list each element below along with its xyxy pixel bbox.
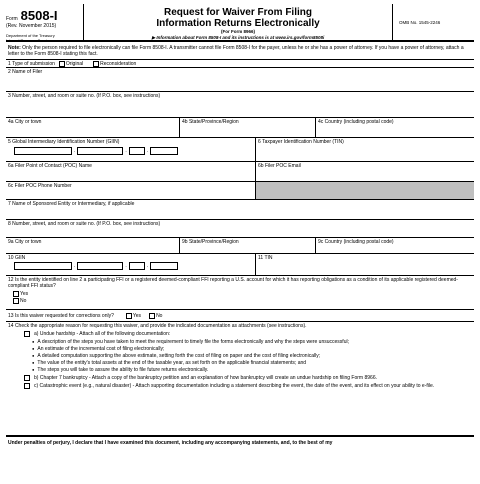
bullet-icon: ●: [32, 346, 35, 351]
hardship-bullet: ● The steps you will take to assure the ability to file future returns electronically.: [32, 367, 209, 373]
line2-label: 2 Name of Filer: [8, 69, 43, 75]
country9-field[interactable]: 9c Country (including postal code): [318, 239, 394, 245]
hardship-bullets: [8, 339, 472, 373]
form-header: [6, 4, 474, 42]
line13-yes-checkbox[interactable]: [126, 313, 132, 319]
line14-section: [6, 322, 474, 436]
line13-text: 13 Is this waiver requested for corrections only?: [8, 312, 114, 319]
bullet-icon: ●: [32, 353, 35, 358]
irs-name: Internal Revenue Service: [6, 38, 51, 43]
giin10-boxes[interactable]: . . .: [8, 262, 253, 270]
line5-row: [6, 138, 474, 162]
tin11-field[interactable]: 11 TIN: [258, 255, 273, 261]
form-word: Form: [6, 16, 18, 22]
line8-label: 8 Number, street, and room or suite no. (If P.O. box, see instructions): [8, 221, 161, 227]
line7-row[interactable]: [6, 200, 474, 220]
bullet-icon: ●: [32, 367, 35, 372]
line13-row: [6, 310, 474, 322]
poc-email-field[interactable]: 6b Filer POC Email: [258, 163, 301, 169]
bankruptcy-label: b) Chapter 7 bankruptcy - Attach a copy of the bankruptcy petition and an explanation of how bankruptcy will create an undue hardship on filing Form 8966.: [34, 375, 377, 381]
info-line: ▶ Information about Form 8508-I and its instructions is at www.irs.gov/form8508i: [151, 35, 325, 40]
line6c-row: [6, 182, 474, 200]
revision: (Rev. November 2015): [6, 23, 57, 29]
for-form: (For Form 8966): [220, 29, 255, 34]
line10-row: [6, 254, 474, 276]
original-checkbox[interactable]: [59, 61, 65, 67]
omb-number: OMB No. 1545-2246: [399, 19, 441, 25]
line3-row[interactable]: [6, 92, 474, 118]
form-number: 8508-I: [20, 8, 58, 23]
state-field[interactable]: 4b State/Province/Region: [180, 118, 316, 137]
city-field[interactable]: 4a City or town: [6, 118, 180, 137]
line7-label: 7 Name of Sponsored Entity or Intermediary, if applicable: [8, 201, 135, 207]
line12-row: [6, 276, 474, 310]
header-right: [392, 4, 474, 40]
line2-row[interactable]: [6, 68, 474, 92]
hardship-bullet: ● A detailed computation supporting the above estimate, setting forth the cost of filing on paper and the cost of filing electronically;: [32, 353, 321, 359]
hardship-bullet: ● The value of the entity's total assets at the end of the taxable year, as set forth on the applicable financial statements; and: [32, 360, 307, 366]
bankruptcy-checkbox[interactable]: [24, 375, 30, 381]
reconsideration-label: Reconsideration: [100, 60, 137, 67]
line13-yes-label: Yes: [132, 312, 142, 319]
shaded-area: [256, 182, 474, 199]
giin-boxes[interactable]: . . .: [8, 147, 253, 155]
line12-yes-label: Yes: [20, 291, 29, 297]
arrow-icon: ▶: [151, 35, 157, 40]
line12-no-label: No: [20, 298, 27, 304]
original-label: Original: [65, 60, 84, 67]
header-left: [6, 4, 84, 43]
line13-no-checkbox[interactable]: [149, 313, 155, 319]
catastrophic-checkbox[interactable]: [24, 383, 30, 389]
line1-row: [6, 60, 474, 68]
state9-field[interactable]: 9b State/Province/Region: [180, 238, 316, 253]
tin-field[interactable]: 6 Taxpayer Identification Number (TIN): [258, 139, 344, 145]
form-title-line2: Information Returns Electronically: [156, 18, 320, 29]
hardship-bullet: ● A description of the steps you have taken to meet the requirement to timely file the forms electronically and why the steps were unsuccessful;: [32, 339, 349, 345]
line12-no-checkbox[interactable]: [13, 298, 19, 304]
line14-text: 14 Check the appropriate reason for requesting this waiver, and provide the indicated documentation as attachments (see instructions).: [8, 323, 307, 329]
line6a-row: [6, 162, 474, 182]
reconsideration-checkbox[interactable]: [93, 61, 99, 67]
poc-phone-field[interactable]: 6c Filer POC Phone Number: [6, 182, 256, 199]
bullet-icon: ●: [32, 339, 35, 344]
line3-label: 3 Number, street, and room or suite no. (If P.O. box, see instructions): [8, 93, 161, 99]
city9-field[interactable]: 9a City or town: [6, 238, 180, 253]
form-page: [6, 4, 474, 449]
note-text: Only the person required to file electronically can file Form 8508-I. A transmitter cannot file Form 8508-I for the payer, unless he or she has a power of attorney. If you have a power of attorney, attach a letter to the Form 8508-I stating this fact.: [8, 45, 464, 57]
note-label: Note:: [8, 45, 21, 51]
poc-name-field[interactable]: 6a Filer Point of Contact (POC) Name: [6, 162, 256, 181]
giin-label: 5 Global Intermediary Identification Number (GIIN): [8, 139, 120, 145]
line9-row: [6, 238, 474, 254]
note-row: [6, 42, 474, 60]
line12-text: 12 Is the entity identified on line 2 a participating FFI or a registered deemed-compliant FFI reporting a U.S. account for which it has reporting obligations as a condition of its applicable registered deemed-compliant FFI status?: [8, 277, 458, 289]
form-title-line1: Request for Waiver From Filing: [164, 7, 312, 18]
giin10-label: 10 GIIN: [8, 255, 26, 261]
catastrophic-label: c) Catastrophic event (e.g., natural disaster) - Attach supporting documentation including a statement describing the event, the date of the event, and its effect on your ability to e-file.: [34, 383, 435, 389]
header-center: [84, 4, 392, 40]
undue-hardship-label: a) Undue hardship - Attach all of the following documentation:: [34, 331, 171, 337]
line1-label: 1 Type of submission: [8, 60, 55, 67]
line8-row[interactable]: [6, 220, 474, 238]
bullet-icon: ●: [32, 360, 35, 365]
hardship-bullet: ● An estimate of the incremental cost of filing electronically;: [32, 346, 165, 352]
line4-row: [6, 118, 474, 138]
department: Department of the Treasury: [6, 33, 55, 38]
country-field[interactable]: 4c Country (including postal code): [318, 119, 394, 125]
undue-hardship-checkbox[interactable]: [24, 331, 30, 337]
line12-yes-checkbox[interactable]: [13, 291, 19, 297]
penalty-statement: Under penalties of perjury, I declare that I have examined this document, including any accompanying statements, and, to the best of my: [6, 436, 474, 449]
line13-no-label: No: [156, 312, 163, 319]
